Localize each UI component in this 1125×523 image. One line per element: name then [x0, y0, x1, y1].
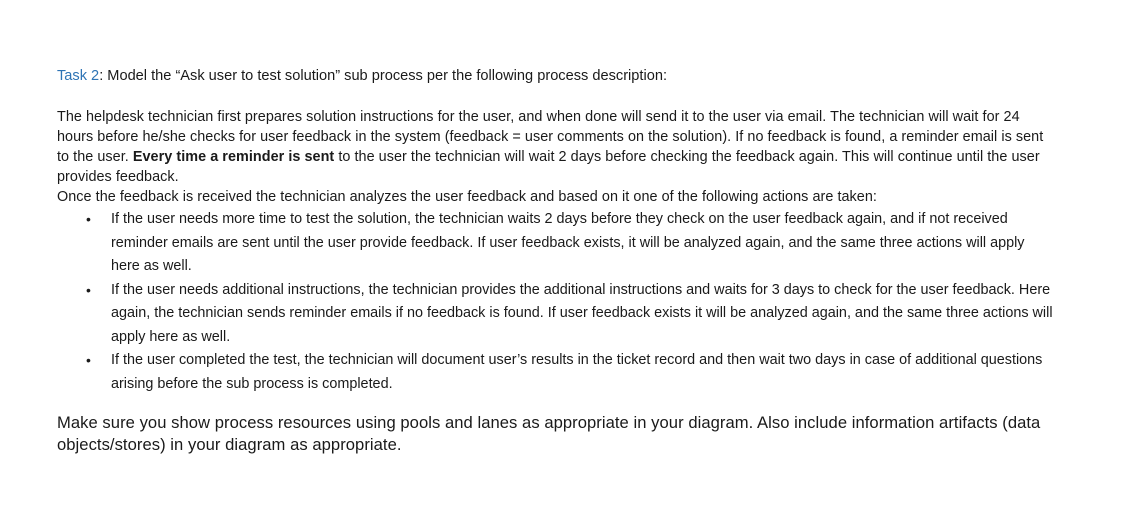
action-text: If the user completed the test, the technician will document user’s results in the ticket record and then wait two days in case of additional questions arising before the sub process is completed. — [111, 352, 1043, 392]
document-body — [57, 66, 1057, 456]
description-part-2: to the user the technician will wait 2 days before checking the feedback again. This will continue until the user provides feedback. — [57, 149, 1040, 185]
list-item — [57, 349, 1057, 396]
closing-instructions: Make sure you show process resources using pools and lanes as appropriate in your diagram. Also include information artifacts (data objects/stores) in your diagram as appropriate. — [57, 413, 1041, 454]
actions-intro: Once the feedback is received the technician analyzes the user feedback and based on it one of the following actions are taken: — [57, 189, 877, 205]
description-part-1: The helpdesk technician first prepares solution instructions for the user, and when done will send it to the user via email. The technician will wait for 24 hours before he/she checks for user feedback in the system (feedback = user comments on the solution). If no feedback is found, a reminder email is sent to the user. — [57, 109, 1044, 165]
action-text: If the user needs additional instructions, the technician provides the additional instructions and waits for 3 days to check for the user feedback. Here again, the technician sends reminder emails if no feedback is found. If user feedback exists it will be analyzed again, and the same three actions will apply here as well. — [111, 281, 1053, 345]
task-heading — [57, 66, 1057, 86]
task-title: : Model the “Ask user to test solution” sub process per the following process description: — [99, 68, 667, 84]
bullet-icon: • — [86, 211, 91, 227]
process-description — [57, 107, 1057, 187]
action-text: If the user needs more time to test the solution, the technician waits 2 days before they check on the user feedback again, and if not received reminder emails are sent until the user provide feedback. If user feedback exists, it will be analyzed again, and the same three actions will apply here as well. — [111, 211, 1025, 274]
description-emphasis: Every time a reminder is sent — [132, 149, 335, 165]
bullet-icon: • — [86, 281, 91, 298]
list-item — [57, 208, 1057, 279]
task-label: Task 2 — [57, 68, 100, 84]
bullet-icon: • — [86, 352, 91, 368]
actions-list — [57, 208, 1057, 396]
list-item — [57, 279, 1057, 350]
